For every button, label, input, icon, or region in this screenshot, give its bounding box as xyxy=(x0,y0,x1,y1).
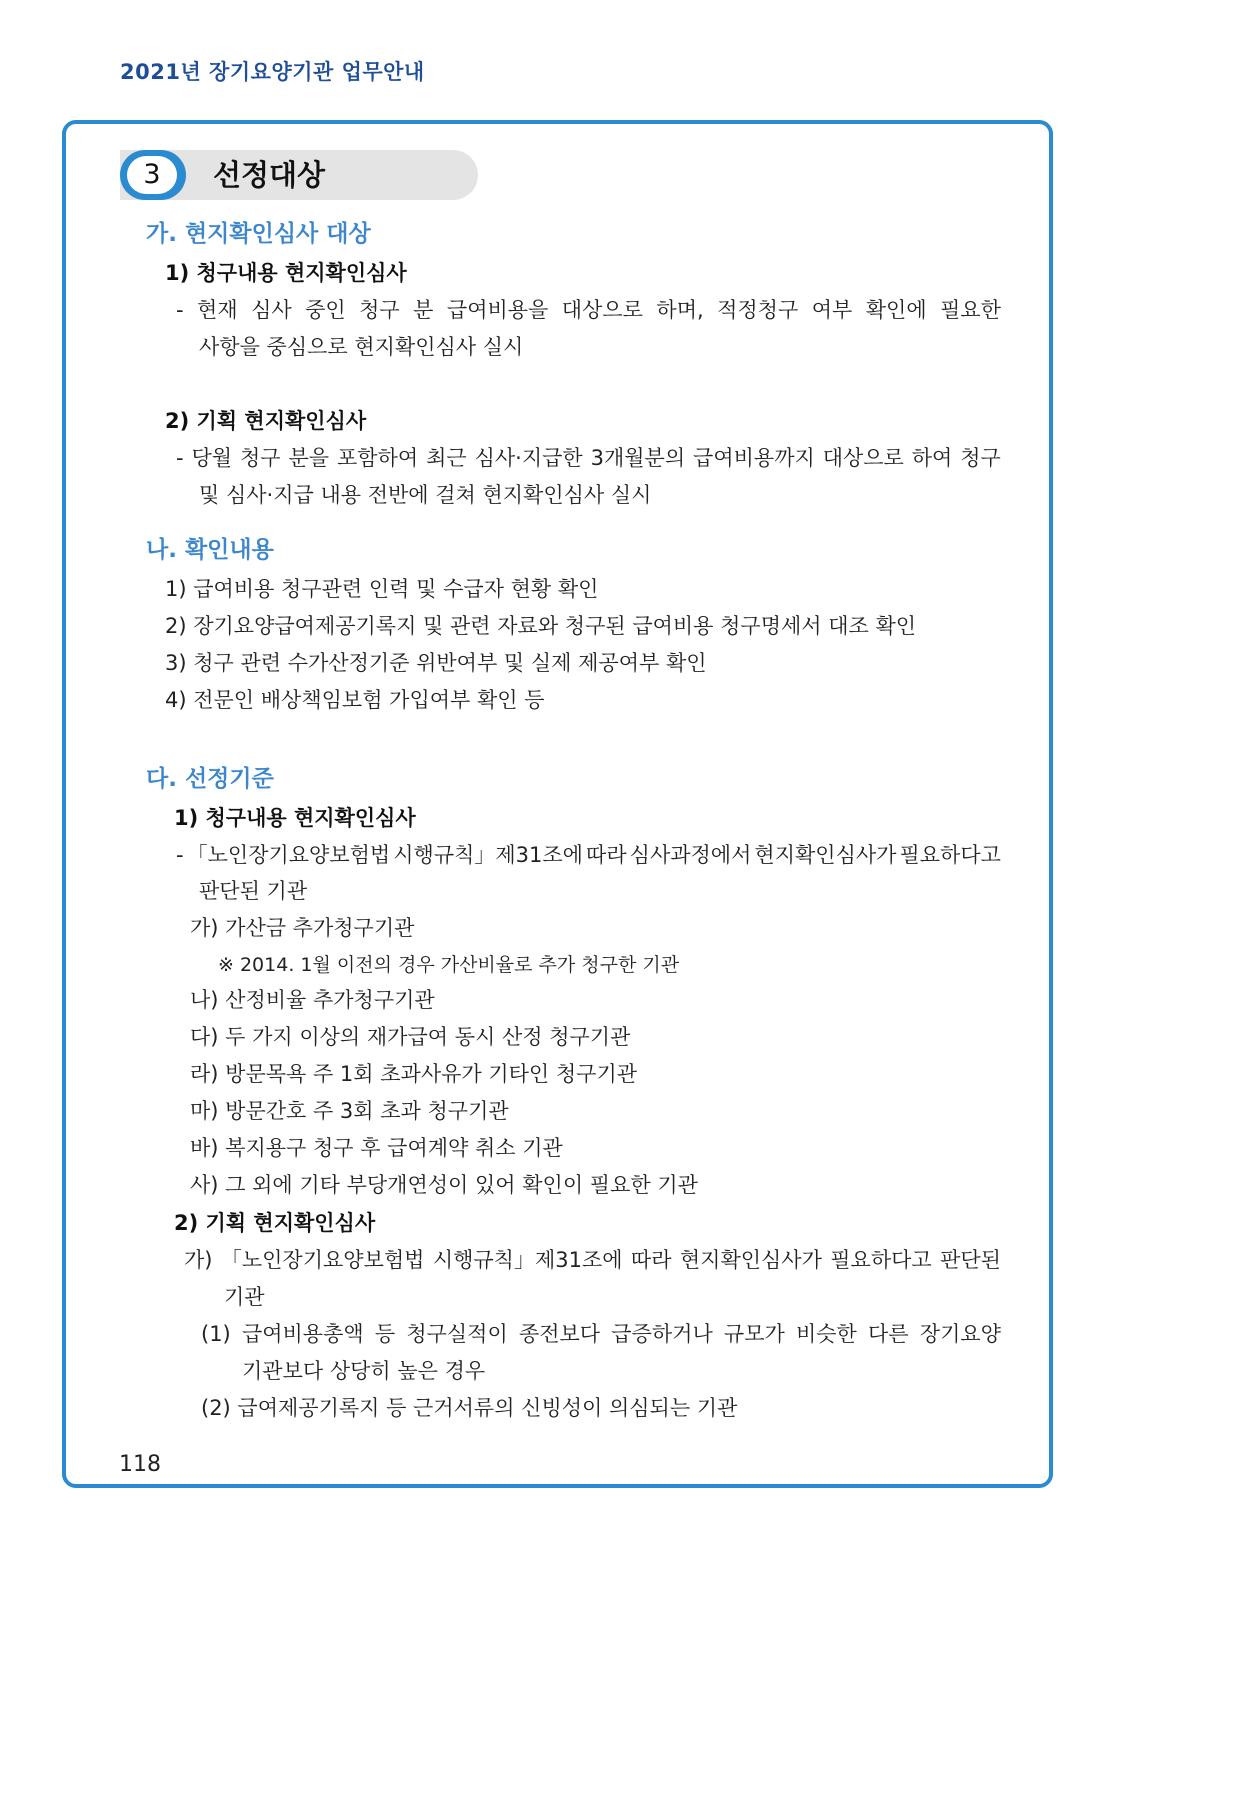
word: 분을 xyxy=(288,446,330,470)
word: 청구 xyxy=(960,446,1001,470)
word: 청구 xyxy=(359,298,400,322)
word: 시행규칙」제31조에 xyxy=(393,843,583,867)
da-sub2-p1-line1 xyxy=(201,1320,1001,1348)
word: 여부 xyxy=(811,298,853,322)
da-sub2-p1-line2: 기관보다 상당히 높은 경우 xyxy=(242,1359,486,1383)
word: 청구실적이 xyxy=(406,1322,508,1346)
word: 3개월분의 xyxy=(590,446,686,470)
da-sub2-ga-line1 xyxy=(184,1246,1001,1274)
word: 하며, xyxy=(656,298,704,322)
word: 청구 xyxy=(240,446,281,470)
word: 심사 xyxy=(251,298,292,322)
word: 시행규칙」제31조에 xyxy=(432,1248,623,1272)
word: 현지확인심사가 xyxy=(754,843,897,867)
word: 가) xyxy=(184,1248,213,1272)
ga-sub2-line2: 및 심사·지급 내용 전반에 걸쳐 현지확인심사 실시 xyxy=(199,483,652,507)
ga-sub2-line1 xyxy=(176,444,1001,472)
da-sub1-item-da: 다) 두 가지 이상의 재가급여 동시 산정 청구기관 xyxy=(190,1025,631,1049)
word: 따라 xyxy=(586,843,627,867)
heading-ga: 가. 현지확인심사 대상 xyxy=(146,221,371,247)
word: 「노인장기요양보험법 xyxy=(186,843,391,867)
word: 종전보다 xyxy=(518,1322,601,1346)
da-sub1-title: 1) 청구내용 현지확인심사 xyxy=(174,806,416,830)
word: (1) xyxy=(201,1322,231,1346)
word: 급여비용총액 xyxy=(241,1322,364,1346)
word: 따라 xyxy=(630,1248,672,1272)
page-number: 118 xyxy=(119,1452,161,1477)
word: 「노인장기요양보험법 xyxy=(220,1248,425,1272)
section-number: 3 xyxy=(127,156,177,194)
word: 필요하다고 xyxy=(830,1248,932,1272)
word: 필요하다고 xyxy=(899,843,1001,867)
ga-sub1-line1 xyxy=(176,296,1001,324)
na-item-1: 1) 급여비용 청구관련 인력 및 수급자 현황 확인 xyxy=(165,577,599,601)
word: 규모가 xyxy=(723,1322,785,1346)
word: 당월 xyxy=(191,446,233,470)
heading-na: 나. 확인내용 xyxy=(146,537,274,563)
ga-sub2-title: 2) 기획 현지확인심사 xyxy=(165,409,367,433)
word: 급여비용까지 xyxy=(693,446,815,470)
word: 판단된 xyxy=(940,1248,1001,1272)
running-header: 2021년 장기요양기관 업무안내 xyxy=(120,60,425,84)
ga-sub1-line2: 사항을 중심으로 현지확인심사 실시 xyxy=(199,335,524,359)
da-sub1-item-ga: 가) 가산금 추가청구기관 xyxy=(190,916,415,940)
word: 장기요양 xyxy=(919,1322,1001,1346)
da-sub2-title: 2) 기획 현지확인심사 xyxy=(174,1211,376,1235)
da-sub2-p2-line1: (2) 급여제공기록지 등 근거서류의 신빙성이 의심되는 기관 xyxy=(201,1396,738,1420)
word: 필요한 xyxy=(940,298,1001,322)
word: 다른 xyxy=(868,1322,909,1346)
word: 심사·지급한 xyxy=(474,446,583,470)
da-sub1-line2: 판단된 기관 xyxy=(199,879,308,903)
word: 등 xyxy=(374,1322,396,1346)
da-sub2-ga-line2: 기관 xyxy=(224,1285,265,1309)
word: 하여 xyxy=(911,446,953,470)
word: 급증하거나 xyxy=(611,1322,713,1346)
section-title: 선정대상 xyxy=(213,158,326,192)
da-sub1-item-sa: 사) 그 외에 기타 부당개연성이 있어 확인이 필요한 기관 xyxy=(190,1173,698,1197)
word: 심사과정에서 xyxy=(629,843,752,867)
word: 현재 xyxy=(197,298,238,322)
word: - xyxy=(176,446,184,470)
da-sub1-item-na: 나) 산정비율 추가청구기관 xyxy=(190,988,435,1012)
word: 분 xyxy=(413,298,434,322)
word: - xyxy=(176,843,184,867)
word: 확인에 xyxy=(865,298,927,322)
ga-sub1-title: 1) 청구내용 현지확인심사 xyxy=(165,261,407,285)
word: 현지확인심사가 xyxy=(679,1248,822,1272)
da-sub1-item-ba: 바) 복지용구 청구 후 급여계약 취소 기관 xyxy=(190,1136,563,1160)
na-item-4: 4) 전문인 배상책임보험 가입여부 확인 등 xyxy=(165,688,545,712)
da-sub1-item-ma: 마) 방문간호 주 3회 초과 청구기관 xyxy=(190,1099,509,1123)
da-sub1-item-ra: 라) 방문목욕 주 1회 초과사유가 기타인 청구기관 xyxy=(190,1062,638,1086)
na-item-2: 2) 장기요양급여제공기록지 및 관련 자료와 청구된 급여비용 청구명세서 대조 확인 xyxy=(165,614,917,638)
word: 적정청구 xyxy=(717,298,799,322)
da-sub1-note: ※ 2014. 1월 이전의 경우 가산비율로 추가 청구한 기관 xyxy=(218,954,680,976)
word: 급여비용을 xyxy=(446,298,549,322)
word: 중인 xyxy=(305,298,346,322)
word: 최근 xyxy=(426,446,467,470)
word: 비슷한 xyxy=(795,1322,857,1346)
heading-da: 다. 선정기준 xyxy=(146,766,274,792)
word: 대상으로 xyxy=(822,446,904,470)
na-item-3: 3) 청구 관련 수가산정기준 위반여부 및 실제 제공여부 확인 xyxy=(165,651,707,675)
da-sub1-line1 xyxy=(176,841,1001,869)
word: 대상으로 xyxy=(561,298,643,322)
word: 포함하여 xyxy=(337,446,419,470)
word: - xyxy=(176,298,184,322)
